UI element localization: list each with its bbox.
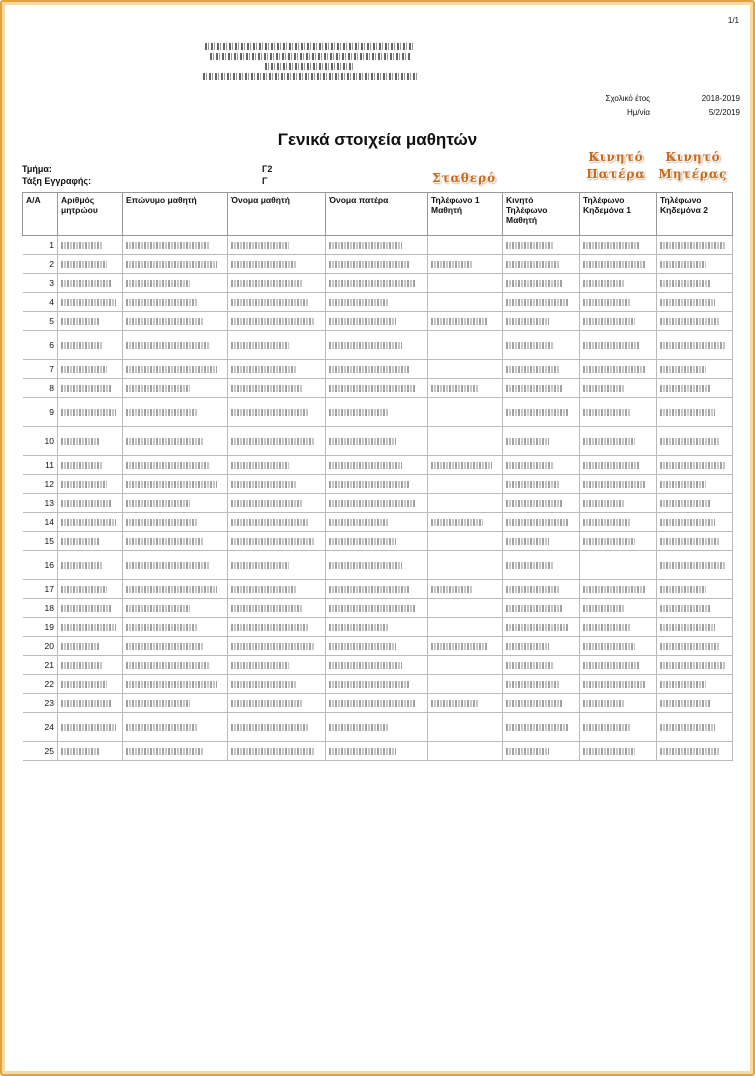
redacted-cell bbox=[580, 274, 657, 293]
redacted-cell bbox=[657, 637, 733, 656]
redacted-cell bbox=[657, 656, 733, 675]
redacted-cell bbox=[503, 274, 580, 293]
table-row bbox=[23, 398, 733, 427]
redacted-cell bbox=[657, 360, 733, 379]
tmima-label: Τμήμα: bbox=[22, 164, 52, 174]
redacted-cell bbox=[580, 599, 657, 618]
table-row bbox=[23, 637, 733, 656]
redacted-cell bbox=[228, 379, 326, 398]
column-header: Τηλέφωνο Κηδεμόνα 1 bbox=[580, 193, 657, 236]
redacted-cell bbox=[503, 618, 580, 637]
redacted-cell bbox=[123, 599, 228, 618]
redacted-cell bbox=[580, 494, 657, 513]
column-header: Όνομα μαθητή bbox=[228, 193, 326, 236]
table-row bbox=[23, 675, 733, 694]
redacted-cell bbox=[657, 236, 733, 255]
redacted-cell bbox=[123, 713, 228, 742]
redacted-cell bbox=[326, 398, 428, 427]
redacted-cell bbox=[428, 360, 503, 379]
table-row bbox=[23, 427, 733, 456]
redacted-cell bbox=[503, 599, 580, 618]
redacted-cell bbox=[657, 293, 733, 312]
redacted-cell bbox=[228, 274, 326, 293]
redacted-cell bbox=[123, 274, 228, 293]
redacted-cell bbox=[428, 513, 503, 532]
redacted-cell bbox=[580, 637, 657, 656]
redacted-cell bbox=[428, 551, 503, 580]
page-number: 1/1 bbox=[727, 16, 739, 25]
redacted-cell bbox=[428, 713, 503, 742]
redacted-cell bbox=[503, 494, 580, 513]
table-row bbox=[23, 475, 733, 494]
redacted-cell bbox=[503, 255, 580, 274]
row-number: 18 bbox=[23, 599, 58, 618]
table-row bbox=[23, 618, 733, 637]
redacted-cell bbox=[326, 255, 428, 274]
date-value: 5/2/2019 bbox=[708, 108, 740, 117]
redacted-cell bbox=[503, 742, 580, 761]
column-header: Αριθμός μητρώου bbox=[58, 193, 123, 236]
redacted-cell bbox=[326, 618, 428, 637]
table-row bbox=[23, 236, 733, 255]
redacted-cell bbox=[228, 532, 326, 551]
report-meta bbox=[590, 94, 740, 122]
redacted-cell bbox=[58, 656, 123, 675]
redacted-cell bbox=[503, 637, 580, 656]
class-info bbox=[22, 164, 272, 188]
redacted-cell bbox=[326, 694, 428, 713]
table-row bbox=[23, 331, 733, 360]
redacted-cell bbox=[580, 618, 657, 637]
redacted-cell bbox=[428, 618, 503, 637]
redacted-cell bbox=[657, 675, 733, 694]
redacted-cell bbox=[326, 637, 428, 656]
redacted-cell bbox=[580, 427, 657, 456]
redacted-cell bbox=[428, 599, 503, 618]
redacted-cell bbox=[58, 618, 123, 637]
row-number: 22 bbox=[23, 675, 58, 694]
redacted-cell bbox=[428, 532, 503, 551]
redacted-cell bbox=[228, 360, 326, 379]
redacted-cell bbox=[58, 713, 123, 742]
redacted-cell bbox=[657, 398, 733, 427]
redacted-cell bbox=[503, 360, 580, 379]
redacted-cell bbox=[657, 255, 733, 274]
redacted-cell bbox=[123, 656, 228, 675]
redacted-cell bbox=[123, 331, 228, 360]
students-table bbox=[22, 192, 733, 761]
redacted-cell bbox=[428, 694, 503, 713]
redacted-cell bbox=[503, 532, 580, 551]
redacted-cell bbox=[228, 312, 326, 331]
redacted-cell bbox=[657, 694, 733, 713]
redacted-cell bbox=[58, 532, 123, 551]
redacted-cell bbox=[428, 274, 503, 293]
redacted-cell bbox=[580, 742, 657, 761]
redacted-cell bbox=[326, 513, 428, 532]
redacted-cell bbox=[123, 255, 228, 274]
column-header: Όνομα πατέρα bbox=[326, 193, 428, 236]
row-number: 5 bbox=[23, 312, 58, 331]
redacted-cell bbox=[58, 456, 123, 475]
redacted-cell bbox=[580, 694, 657, 713]
table-row bbox=[23, 532, 733, 551]
row-number: 12 bbox=[23, 475, 58, 494]
table-row bbox=[23, 255, 733, 274]
table-row bbox=[23, 312, 733, 331]
redacted-cell bbox=[428, 456, 503, 475]
redacted-cell bbox=[657, 532, 733, 551]
table-row bbox=[23, 513, 733, 532]
row-number: 9 bbox=[23, 398, 58, 427]
redacted-cell bbox=[428, 656, 503, 675]
table-row bbox=[23, 360, 733, 379]
redacted-cell bbox=[428, 427, 503, 456]
redacted-cell bbox=[326, 656, 428, 675]
row-number: 4 bbox=[23, 293, 58, 312]
table-row bbox=[23, 274, 733, 293]
redacted-cell bbox=[58, 379, 123, 398]
row-number: 7 bbox=[23, 360, 58, 379]
row-number: 6 bbox=[23, 331, 58, 360]
redacted-cell bbox=[503, 312, 580, 331]
redacted-cell bbox=[657, 551, 733, 580]
row-number: 23 bbox=[23, 694, 58, 713]
redacted-cell bbox=[58, 274, 123, 293]
redacted-cell bbox=[123, 236, 228, 255]
redacted-cell bbox=[228, 551, 326, 580]
annotation-stathero: Σταθερό bbox=[432, 171, 497, 185]
redacted-cell bbox=[503, 427, 580, 456]
table-row bbox=[23, 713, 733, 742]
redacted-cell bbox=[503, 475, 580, 494]
redacted-cell bbox=[580, 475, 657, 494]
redacted-cell bbox=[228, 694, 326, 713]
redacted-cell bbox=[58, 360, 123, 379]
table-row bbox=[23, 599, 733, 618]
redacted-cell bbox=[123, 580, 228, 599]
redacted-cell bbox=[123, 456, 228, 475]
school-year-label: Σχολικό έτος bbox=[605, 94, 650, 103]
redacted-cell bbox=[228, 637, 326, 656]
redacted-cell bbox=[657, 580, 733, 599]
redacted-cell bbox=[123, 532, 228, 551]
row-number: 24 bbox=[23, 713, 58, 742]
redacted-cell bbox=[58, 427, 123, 456]
redacted-cell bbox=[580, 312, 657, 331]
redacted-cell bbox=[503, 656, 580, 675]
table-row bbox=[23, 494, 733, 513]
redacted-cell bbox=[326, 456, 428, 475]
redacted-cell bbox=[58, 255, 123, 274]
redacted-cell bbox=[580, 513, 657, 532]
redacted-cell bbox=[657, 599, 733, 618]
redacted-cell bbox=[58, 637, 123, 656]
redacted-cell bbox=[123, 360, 228, 379]
table-row bbox=[23, 379, 733, 398]
row-number: 13 bbox=[23, 494, 58, 513]
redacted-cell bbox=[326, 599, 428, 618]
redacted-cell bbox=[428, 494, 503, 513]
redacted-cell bbox=[657, 331, 733, 360]
redacted-cell bbox=[503, 551, 580, 580]
redacted-cell bbox=[123, 551, 228, 580]
redacted-cell bbox=[228, 599, 326, 618]
redacted-cell bbox=[58, 551, 123, 580]
redacted-cell bbox=[123, 398, 228, 427]
row-number: 3 bbox=[23, 274, 58, 293]
redacted-cell bbox=[326, 274, 428, 293]
redacted-cell bbox=[580, 379, 657, 398]
redacted-cell bbox=[123, 427, 228, 456]
redacted-cell bbox=[428, 637, 503, 656]
redacted-cell bbox=[326, 379, 428, 398]
redacted-cell bbox=[657, 312, 733, 331]
column-header: Α/Α bbox=[23, 193, 58, 236]
redacted-cell bbox=[580, 675, 657, 694]
redacted-cell bbox=[228, 331, 326, 360]
redacted-cell bbox=[58, 580, 123, 599]
school-year-value: 2018-2019 bbox=[701, 94, 740, 103]
redacted-cell bbox=[657, 713, 733, 742]
table-row bbox=[23, 456, 733, 475]
redacted-cell bbox=[228, 580, 326, 599]
redacted-cell bbox=[428, 675, 503, 694]
redacted-cell bbox=[326, 742, 428, 761]
taxi-value: Γ bbox=[262, 176, 268, 186]
redacted-cell bbox=[580, 551, 657, 580]
row-number: 1 bbox=[23, 236, 58, 255]
table-row bbox=[23, 551, 733, 580]
redacted-cell bbox=[123, 379, 228, 398]
redacted-cell bbox=[123, 513, 228, 532]
redacted-cell bbox=[428, 475, 503, 494]
redacted-cell bbox=[503, 513, 580, 532]
redacted-cell bbox=[326, 293, 428, 312]
redacted-cell bbox=[580, 532, 657, 551]
redacted-cell bbox=[428, 398, 503, 427]
annotation-kinito-miteras: Κινητό Μητέρας bbox=[658, 150, 728, 181]
redacted-cell bbox=[657, 513, 733, 532]
column-header: Τηλέφωνο Κηδεμόνα 2 bbox=[657, 193, 733, 236]
date-label: Ημ/νία bbox=[626, 108, 650, 117]
redacted-cell bbox=[503, 713, 580, 742]
redacted-cell bbox=[123, 618, 228, 637]
redacted-cell bbox=[228, 713, 326, 742]
table-row bbox=[23, 656, 733, 675]
redacted-cell bbox=[326, 312, 428, 331]
redacted-cell bbox=[580, 236, 657, 255]
redacted-cell bbox=[503, 293, 580, 312]
redacted-cell bbox=[428, 255, 503, 274]
redacted-cell bbox=[580, 656, 657, 675]
redacted-cell bbox=[123, 312, 228, 331]
redacted-cell bbox=[657, 274, 733, 293]
redacted-cell bbox=[326, 331, 428, 360]
redacted-cell bbox=[503, 331, 580, 360]
redacted-cell bbox=[657, 618, 733, 637]
redacted-cell bbox=[228, 513, 326, 532]
redacted-cell bbox=[326, 675, 428, 694]
redacted-cell bbox=[228, 656, 326, 675]
redacted-cell bbox=[503, 398, 580, 427]
row-number: 21 bbox=[23, 656, 58, 675]
redacted-cell bbox=[428, 580, 503, 599]
redacted-cell bbox=[58, 599, 123, 618]
row-number: 17 bbox=[23, 580, 58, 599]
redacted-cell bbox=[428, 293, 503, 312]
row-number: 19 bbox=[23, 618, 58, 637]
redacted-cell bbox=[428, 742, 503, 761]
redacted-cell bbox=[657, 456, 733, 475]
redacted-cell bbox=[123, 494, 228, 513]
redacted-cell bbox=[503, 580, 580, 599]
redacted-cell bbox=[580, 580, 657, 599]
redacted-cell bbox=[326, 427, 428, 456]
row-number: 10 bbox=[23, 427, 58, 456]
school-header-redacted bbox=[195, 40, 425, 83]
redacted-cell bbox=[58, 742, 123, 761]
redacted-cell bbox=[326, 360, 428, 379]
row-number: 14 bbox=[23, 513, 58, 532]
redacted-cell bbox=[428, 331, 503, 360]
redacted-cell bbox=[580, 360, 657, 379]
tmima-value: Γ2 bbox=[262, 164, 273, 174]
redacted-cell bbox=[123, 694, 228, 713]
row-number: 16 bbox=[23, 551, 58, 580]
redacted-cell bbox=[428, 379, 503, 398]
redacted-cell bbox=[58, 312, 123, 331]
column-header: Τηλέφωνο 1 Μαθητή bbox=[428, 193, 503, 236]
redacted-cell bbox=[123, 637, 228, 656]
redacted-cell bbox=[58, 694, 123, 713]
redacted-cell bbox=[657, 742, 733, 761]
row-number: 25 bbox=[23, 742, 58, 761]
redacted-cell bbox=[123, 675, 228, 694]
redacted-cell bbox=[503, 694, 580, 713]
redacted-cell bbox=[123, 742, 228, 761]
redacted-cell bbox=[657, 475, 733, 494]
redacted-cell bbox=[503, 379, 580, 398]
table-row bbox=[23, 580, 733, 599]
redacted-cell bbox=[228, 475, 326, 494]
redacted-cell bbox=[580, 255, 657, 274]
column-header: Κινητό Τηλέφωνο Μαθητή bbox=[503, 193, 580, 236]
redacted-cell bbox=[228, 398, 326, 427]
redacted-cell bbox=[58, 494, 123, 513]
redacted-cell bbox=[228, 236, 326, 255]
redacted-cell bbox=[657, 494, 733, 513]
redacted-cell bbox=[580, 331, 657, 360]
redacted-cell bbox=[58, 398, 123, 427]
row-number: 15 bbox=[23, 532, 58, 551]
table-row bbox=[23, 694, 733, 713]
redacted-cell bbox=[326, 713, 428, 742]
column-header: Επώνυμο μαθητή bbox=[123, 193, 228, 236]
annotation-kinito-patera: Κινητό Πατέρα bbox=[586, 150, 646, 181]
redacted-cell bbox=[326, 494, 428, 513]
redacted-cell bbox=[228, 255, 326, 274]
redacted-cell bbox=[580, 456, 657, 475]
row-number: 11 bbox=[23, 456, 58, 475]
redacted-cell bbox=[326, 551, 428, 580]
redacted-cell bbox=[326, 580, 428, 599]
taxi-label: Τάξη Εγγραφής: bbox=[22, 176, 92, 186]
redacted-cell bbox=[503, 456, 580, 475]
redacted-cell bbox=[58, 293, 123, 312]
table-row bbox=[23, 742, 733, 761]
redacted-cell bbox=[326, 532, 428, 551]
row-number: 20 bbox=[23, 637, 58, 656]
redacted-cell bbox=[326, 236, 428, 255]
redacted-cell bbox=[580, 713, 657, 742]
redacted-cell bbox=[228, 494, 326, 513]
redacted-cell bbox=[123, 293, 228, 312]
redacted-cell bbox=[580, 398, 657, 427]
redacted-cell bbox=[228, 427, 326, 456]
redacted-cell bbox=[503, 675, 580, 694]
redacted-cell bbox=[58, 331, 123, 360]
redacted-cell bbox=[428, 236, 503, 255]
row-number: 2 bbox=[23, 255, 58, 274]
redacted-cell bbox=[503, 236, 580, 255]
redacted-cell bbox=[58, 236, 123, 255]
redacted-cell bbox=[326, 475, 428, 494]
redacted-cell bbox=[228, 742, 326, 761]
redacted-cell bbox=[58, 475, 123, 494]
redacted-cell bbox=[228, 618, 326, 637]
redacted-cell bbox=[580, 293, 657, 312]
page-title: Γενικά στοιχεία μαθητών bbox=[277, 130, 478, 149]
redacted-cell bbox=[123, 475, 228, 494]
redacted-cell bbox=[228, 456, 326, 475]
row-number: 8 bbox=[23, 379, 58, 398]
redacted-cell bbox=[58, 513, 123, 532]
redacted-cell bbox=[428, 312, 503, 331]
redacted-cell bbox=[657, 427, 733, 456]
redacted-cell bbox=[228, 675, 326, 694]
redacted-cell bbox=[58, 675, 123, 694]
redacted-cell bbox=[657, 379, 733, 398]
table-row bbox=[23, 293, 733, 312]
redacted-cell bbox=[228, 293, 326, 312]
